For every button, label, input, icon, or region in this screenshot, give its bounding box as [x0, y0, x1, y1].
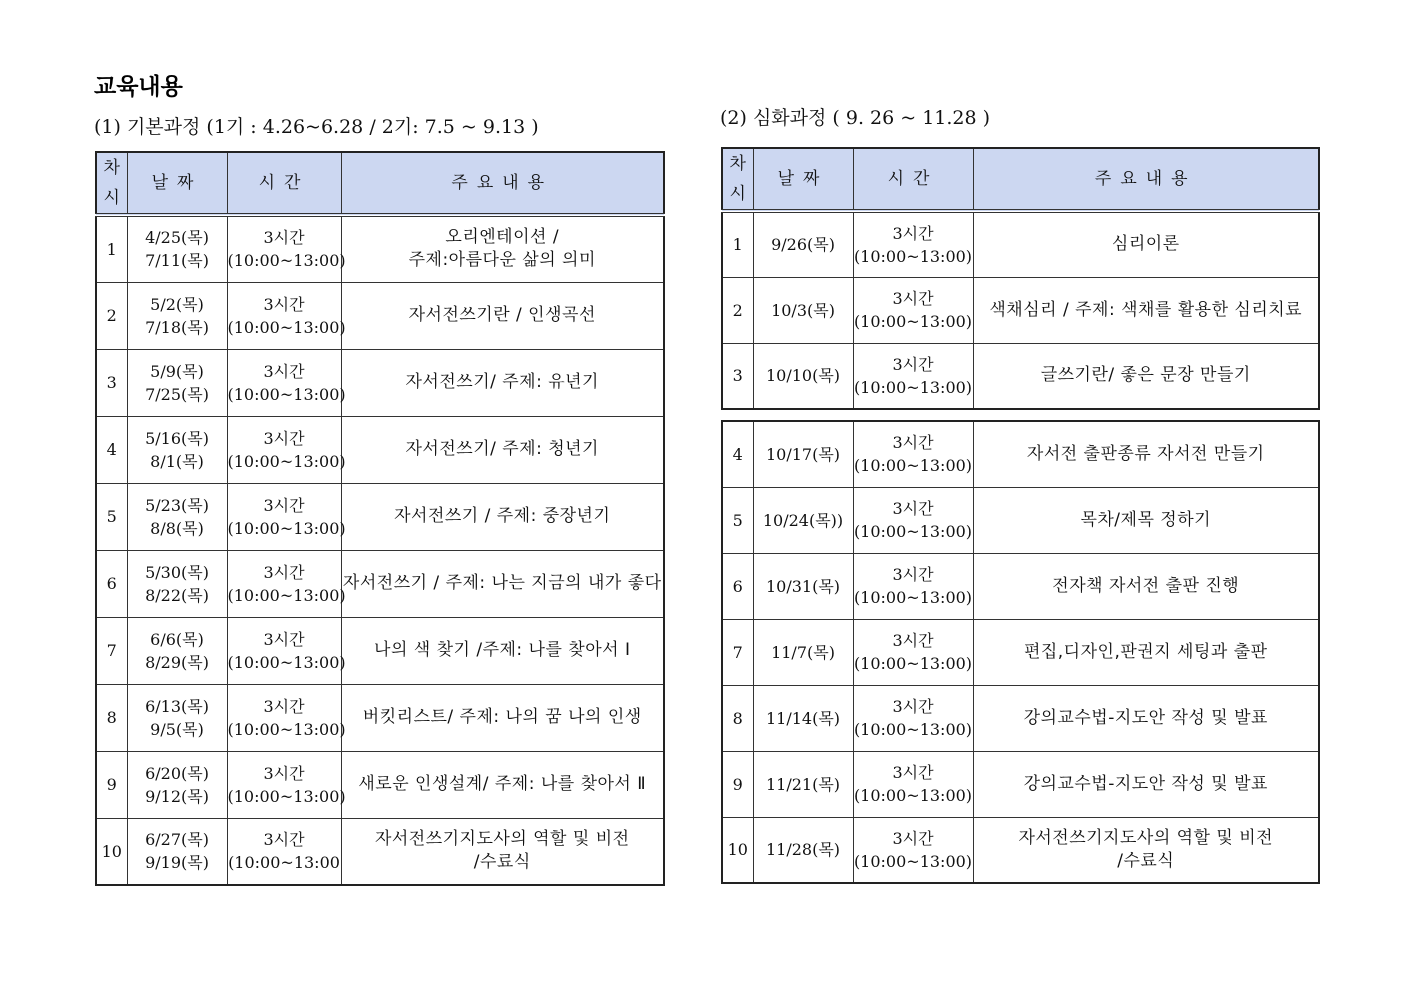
- session-content: [341, 751, 664, 818]
- session-number-text: 8: [732, 708, 743, 728]
- table-row: [722, 817, 1319, 883]
- session-time: [853, 619, 973, 685]
- table-row: [722, 343, 1319, 409]
- session-date: [753, 487, 853, 553]
- session-time-text: 3시간: [892, 828, 934, 848]
- session-content-text: 전자책 자서전 출판 진행: [1052, 575, 1240, 596]
- advanced-course-table-2: [721, 420, 1320, 884]
- session-number: [96, 282, 127, 349]
- session-time-text: 3시간: [263, 361, 305, 381]
- session-date-text: 5/9(목): [150, 361, 204, 381]
- session-number-text: 9: [106, 775, 117, 794]
- session-content: [973, 277, 1319, 343]
- session-time-text: (10:00~13:00): [227, 518, 346, 538]
- session-date: [127, 684, 227, 751]
- session-date-text: 5/30(목): [145, 562, 209, 582]
- table-row: [722, 553, 1319, 619]
- table-row: [96, 751, 664, 818]
- table-row: [96, 818, 664, 885]
- session-time-text: 3시간: [263, 830, 305, 850]
- basic-table-body: [96, 215, 664, 885]
- session-time-text: (10:00~13:00): [853, 786, 973, 805]
- session-number-text: 1: [732, 235, 743, 255]
- session-content: [341, 617, 664, 684]
- table-row: [722, 685, 1319, 751]
- session-number: [722, 751, 753, 817]
- table-row: [96, 282, 664, 349]
- table-row: [96, 416, 664, 483]
- session-content-text: 자서전쓰기/ 주제: 유년기: [405, 372, 599, 392]
- session-time-text: (10:00~13:00): [853, 312, 973, 331]
- session-time: [227, 751, 346, 818]
- session-time: [227, 416, 346, 483]
- session-content-text: 나의 색 찾기 /주제: 나를 찾아서 Ⅰ: [374, 640, 631, 660]
- session-time-text: (10:00~13:00): [853, 588, 973, 607]
- table-header-row: [722, 148, 1319, 211]
- session-number: [722, 487, 753, 553]
- session-time-text: (10:00~13:00): [853, 851, 973, 871]
- session-time: [227, 684, 346, 751]
- session-time-text: (10:00~13:00): [227, 719, 346, 739]
- session-time-text: (10:00~13:00): [853, 654, 973, 673]
- session-number: [96, 416, 127, 483]
- session-number: [96, 483, 127, 550]
- session-content-text: /수료식: [473, 852, 531, 873]
- session-content: [973, 211, 1319, 277]
- table-row: [722, 421, 1319, 487]
- table-row: [96, 483, 664, 550]
- session-time: [853, 421, 973, 487]
- session-time: [853, 211, 973, 277]
- session-content: [973, 685, 1319, 751]
- table-row: [722, 487, 1319, 553]
- session-content-text: /수료식: [1117, 850, 1175, 871]
- session-time-text: 3시간: [263, 562, 305, 582]
- session-number: [722, 553, 753, 619]
- session-date: [127, 483, 227, 550]
- session-date-text: 7/18(목): [145, 317, 209, 337]
- session-date: [127, 282, 227, 349]
- session-content-text: 주제:아름다운 삶의 의미: [408, 250, 596, 271]
- session-date: [753, 751, 853, 817]
- session-content-text: 편집,디자인,판권지 세팅과 출판: [1023, 641, 1268, 662]
- session-time-text: 3시간: [263, 428, 305, 448]
- session-number: [722, 343, 753, 409]
- session-number: [722, 685, 753, 751]
- session-date-text: 5/2(목): [150, 294, 204, 314]
- session-number: [96, 617, 127, 684]
- table-row: [96, 215, 664, 282]
- session-number-text: 4: [106, 440, 117, 459]
- session-number-text: 5: [732, 510, 743, 530]
- session-content: [973, 553, 1319, 619]
- session-date: [753, 685, 853, 751]
- session-content-text: 자서전쓰기 / 주제: 나는 지금의 내가 좋다: [342, 573, 662, 593]
- session-number-text: 9: [732, 774, 743, 794]
- session-number: [722, 817, 753, 883]
- session-time-text: 3시간: [892, 289, 934, 308]
- session-time: [853, 685, 973, 751]
- session-content: [973, 487, 1319, 553]
- session-date-text: 8/1(목): [150, 451, 204, 471]
- session-date: [127, 349, 227, 416]
- session-date-text: 10/24(목)): [762, 510, 844, 530]
- session-date-text: 7/11(목): [145, 251, 209, 271]
- session-time-text: 3시간: [892, 223, 934, 243]
- session-time: [853, 277, 973, 343]
- session-date-text: 6/13(목): [145, 696, 209, 716]
- session-date-text: 11/21(목): [765, 774, 841, 794]
- session-number: [722, 211, 753, 277]
- session-date: [127, 215, 227, 282]
- session-content-text: 오리엔테이션 /: [445, 227, 560, 248]
- session-time-text: (10:00~13:00): [227, 652, 346, 672]
- session-time-text: (10:00~13:00): [853, 456, 973, 476]
- session-date: [753, 553, 853, 619]
- session-number: [96, 684, 127, 751]
- session-time: [853, 487, 973, 553]
- session-number-text: 7: [106, 641, 117, 660]
- session-date-text: 11/14(목): [765, 708, 841, 728]
- session-content: [341, 282, 664, 349]
- session-time-text: 3시간: [263, 294, 305, 314]
- session-content: [341, 550, 664, 617]
- advanced-table-body-1: [722, 211, 1319, 409]
- session-time-text: (10:00~13:00): [227, 585, 346, 605]
- session-content-text: 자서전쓰기란 / 인생곡선: [408, 305, 596, 325]
- session-content: [341, 483, 664, 550]
- session-time-text: (10:00~13:00): [853, 522, 973, 541]
- session-content-text: 심리이론: [1111, 234, 1180, 255]
- session-number: [96, 215, 127, 282]
- session-number: [96, 751, 127, 818]
- session-date-text: 9/12(목): [145, 786, 209, 806]
- session-time-text: 3시간: [892, 499, 934, 518]
- session-date-text: 9/26(목): [771, 235, 835, 255]
- table-row: [96, 349, 664, 416]
- session-content: [341, 416, 664, 483]
- session-content: [341, 818, 664, 885]
- session-time-text: 3시간: [892, 433, 934, 453]
- session-date-text: 6/6(목): [150, 629, 204, 649]
- session-time-text: (10:00~13:00): [853, 720, 973, 739]
- session-time: [227, 818, 341, 885]
- session-date-text: 8/29(목): [145, 652, 209, 672]
- session-number: [96, 818, 127, 885]
- session-number-text: 6: [106, 574, 117, 593]
- session-time-text: 3시간: [263, 228, 305, 248]
- session-number-text: 10: [101, 841, 122, 861]
- session-date-text: 11/7(목): [771, 642, 835, 662]
- session-date-text: 6/20(목): [145, 763, 209, 783]
- session-number-text: 5: [106, 507, 117, 526]
- session-date-text: 4/25(목): [145, 228, 209, 248]
- session-content: [341, 215, 664, 282]
- page-title: 교육내용: [94, 74, 183, 100]
- session-time-text: 3시간: [892, 763, 934, 782]
- session-time-text: 3시간: [892, 631, 934, 650]
- session-time-text: (10:00~13:00): [227, 786, 346, 806]
- session-time: [853, 751, 973, 817]
- session-time-text: 3시간: [263, 629, 305, 649]
- session-time-text: 3시간: [892, 697, 934, 716]
- session-content-text: 색채심리 / 주제: 색채를 활용한 심리치료: [989, 299, 1303, 320]
- table-row: [96, 684, 664, 751]
- session-content-text: 버킷리스트/ 주제: 나의 꿈 나의 인생: [362, 707, 642, 727]
- session-number-text: 3: [106, 373, 117, 392]
- session-content: [973, 751, 1319, 817]
- session-number: [722, 619, 753, 685]
- session-time-text: 3시간: [263, 763, 305, 783]
- header-session: 차 시: [722, 148, 753, 211]
- session-date-text: 6/27(목): [145, 830, 209, 850]
- session-content-text: 자서전쓰기지도사의 역할 및 비전: [374, 829, 630, 850]
- session-number-text: 3: [732, 366, 743, 386]
- session-date: [127, 818, 227, 885]
- session-time-text: (10:00~13:00): [227, 384, 346, 404]
- session-date: [753, 421, 853, 487]
- session-date: [127, 751, 227, 818]
- session-number-text: 6: [732, 576, 743, 596]
- table-row: [722, 751, 1319, 817]
- table-row: [722, 211, 1319, 277]
- session-time: [227, 215, 346, 282]
- session-content-text: 글쓰기란/ 좋은 문장 만들기: [1040, 365, 1251, 386]
- session-number-text: 10: [727, 840, 748, 860]
- session-content: [341, 349, 664, 416]
- session-content-text: 목차/제목 정하기: [1080, 509, 1212, 530]
- session-number-text: 1: [106, 239, 117, 259]
- session-date-text: 8/22(목): [145, 585, 209, 605]
- table-row: [722, 619, 1319, 685]
- session-number-text: 2: [732, 300, 743, 320]
- session-date: [753, 277, 853, 343]
- session-date-text: 9/19(목): [145, 853, 209, 873]
- table-header-row: [96, 152, 664, 215]
- session-content-text: 강의교수법-지도안 작성 및 발표: [1023, 707, 1268, 728]
- session-date: [127, 416, 227, 483]
- session-date-text: 5/23(목): [145, 495, 209, 515]
- session-number: [722, 421, 753, 487]
- session-date-text: 10/17(목): [765, 444, 841, 464]
- header-date: 날짜: [753, 148, 853, 211]
- session-content-text: 자서전쓰기지도사의 역할 및 비전: [1018, 827, 1274, 848]
- header-date: 날짜: [127, 152, 227, 215]
- session-time-text: 3시간: [892, 354, 934, 374]
- session-date-text: 7/25(목): [145, 384, 209, 404]
- session-date-text: 10/3(목): [771, 300, 835, 320]
- session-date: [753, 619, 853, 685]
- session-content: [973, 343, 1319, 409]
- session-time: [227, 349, 346, 416]
- session-number: [722, 277, 753, 343]
- session-date: [127, 550, 227, 617]
- session-time: [853, 343, 973, 409]
- session-time: [227, 617, 346, 684]
- session-content-text: 강의교수법-지도안 작성 및 발표: [1023, 773, 1268, 794]
- session-number-text: 4: [732, 444, 743, 464]
- header-time: 시간: [227, 152, 341, 215]
- header-time: 시간: [853, 148, 973, 211]
- header-content: 주요내용: [973, 148, 1319, 211]
- session-number: [96, 550, 127, 617]
- session-content-text: 자서전쓰기/ 주제: 청년기: [405, 439, 599, 459]
- session-time-text: 3시간: [892, 565, 934, 584]
- session-content: [973, 619, 1319, 685]
- basic-course-table: [95, 151, 665, 886]
- session-time-text: 3시간: [263, 495, 305, 515]
- session-time-text: 3시간: [263, 696, 305, 716]
- table-row: [96, 617, 664, 684]
- advanced-course-subtitle: (2) 심화과정 ( 9. 26 ~ 11.28 ): [720, 107, 991, 129]
- session-date: [127, 617, 227, 684]
- basic-course-subtitle: (1) 기본과정 (1기 : 4.26~6.28 / 2기: 7.5 ~ 9.13 ): [94, 116, 539, 138]
- session-date: [753, 211, 853, 277]
- session-content: [341, 684, 664, 751]
- advanced-table-body-2: [722, 421, 1319, 883]
- table-row: [722, 277, 1319, 343]
- session-time-text: (10:00~13:00): [227, 451, 346, 471]
- session-content-text: 새로운 인생설계/ 주제: 나를 찾아서 Ⅱ: [358, 774, 647, 794]
- session-date-text: 9/5(목): [150, 719, 204, 739]
- session-time-text: (10:00~13:00): [853, 246, 973, 266]
- session-date-text: 8/8(목): [150, 518, 204, 538]
- session-content: [973, 817, 1319, 883]
- session-time-text: (10:00~13:00): [227, 251, 346, 271]
- session-number: [96, 349, 127, 416]
- session-date-text: 5/16(목): [145, 428, 209, 448]
- session-content-text: 자서전 출판종류 자서전 만들기: [1026, 443, 1265, 464]
- session-date-text: 10/10(목): [765, 366, 841, 386]
- session-number-text: 8: [106, 708, 117, 727]
- session-date: [753, 817, 853, 883]
- session-time-text: (10:00~13:00: [228, 853, 340, 873]
- session-time: [853, 553, 973, 619]
- header-session: 차 시: [96, 152, 127, 215]
- session-number-text: 2: [106, 306, 117, 325]
- session-time: [227, 282, 346, 349]
- session-time-text: (10:00~13:00): [853, 377, 973, 397]
- session-date-text: 10/31(목): [765, 576, 841, 596]
- session-time-text: (10:00~13:00): [227, 317, 346, 337]
- session-time: [853, 817, 973, 883]
- header-content: 주요내용: [341, 152, 664, 215]
- advanced-course-table-1: [721, 147, 1320, 410]
- session-content-text: 자서전쓰기 / 주제: 중장년기: [394, 506, 611, 526]
- session-number-text: 7: [732, 642, 743, 662]
- session-content: [973, 421, 1319, 487]
- session-time: [227, 483, 346, 550]
- session-time: [227, 550, 346, 617]
- table-row: [96, 550, 664, 617]
- session-date-text: 11/28(목): [765, 840, 841, 860]
- session-date: [753, 343, 853, 409]
